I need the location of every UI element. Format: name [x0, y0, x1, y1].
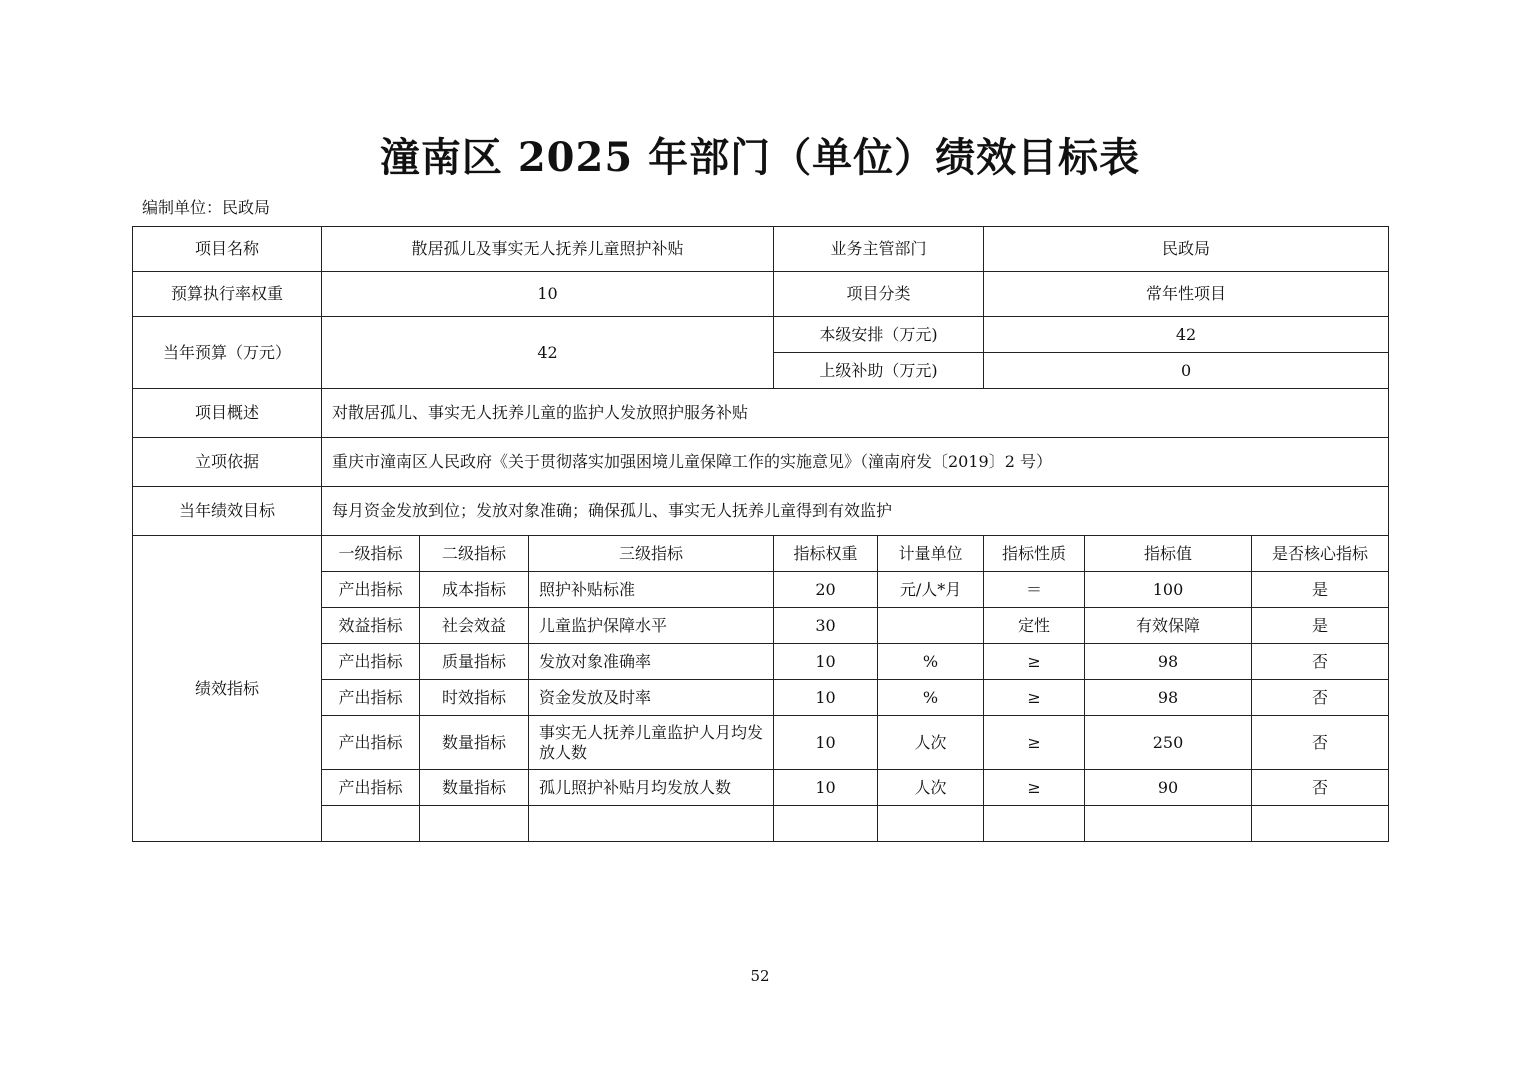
upper-label: 上级补助（万元) [774, 353, 984, 389]
header-nature: 指标性质 [984, 536, 1085, 572]
row-budget-local [133, 317, 1389, 353]
budget-value: 42 [322, 317, 774, 389]
table-row [133, 644, 1389, 680]
table-row [133, 572, 1389, 608]
cell-level3: 事实无人抚养儿童监护人月均发放人数 [529, 716, 774, 770]
table-row [133, 806, 1389, 842]
row-project-name [133, 227, 1389, 272]
row-overview [133, 389, 1389, 438]
cell-value [1085, 806, 1252, 842]
cell-level2: 数量指标 [420, 716, 529, 770]
cell-nature: ＝ [984, 572, 1085, 608]
goal-value: 每月资金发放到位；发放对象准确；确保孤儿、事实无人抚养儿童得到有效监护 [322, 487, 1389, 536]
cell-level3: 孤儿照护补贴月均发放人数 [529, 770, 774, 806]
cell-level3: 儿童监护保障水平 [529, 608, 774, 644]
cell-weight: 10 [774, 770, 878, 806]
cell-value: 100 [1085, 572, 1252, 608]
cell-unit [878, 608, 984, 644]
page-number: 52 [750, 967, 770, 985]
cell-nature: 定性 [984, 608, 1085, 644]
cell-value: 98 [1085, 644, 1252, 680]
cell-weight: 10 [774, 644, 878, 680]
row-basis [133, 438, 1389, 487]
header-level2: 二级指标 [420, 536, 529, 572]
cell-nature: ≥ [984, 770, 1085, 806]
cell-level2: 社会效益 [420, 608, 529, 644]
cell-level1: 产出指标 [322, 644, 420, 680]
cell-nature: ≥ [984, 680, 1085, 716]
cell-level1: 效益指标 [322, 608, 420, 644]
category-value: 常年性项目 [984, 272, 1389, 317]
dept-label: 业务主管部门 [774, 227, 984, 272]
cell-level2: 时效指标 [420, 680, 529, 716]
cell-value: 250 [1085, 716, 1252, 770]
cell-value: 90 [1085, 770, 1252, 806]
project-name-label: 项目名称 [133, 227, 322, 272]
cell-level1: 产出指标 [322, 572, 420, 608]
header-unit: 计量单位 [878, 536, 984, 572]
cell-level2: 成本指标 [420, 572, 529, 608]
row-weight [133, 272, 1389, 317]
cell-level2 [420, 806, 529, 842]
upper-value: 0 [984, 353, 1389, 389]
indicator-header-row [133, 536, 1389, 572]
cell-unit: % [878, 644, 984, 680]
cell-unit: 人次 [878, 716, 984, 770]
header-level3: 三级指标 [529, 536, 774, 572]
budget-label: 当年预算（万元） [133, 317, 322, 389]
cell-core: 否 [1252, 716, 1389, 770]
local-label: 本级安排（万元) [774, 317, 984, 353]
cell-nature: ≥ [984, 716, 1085, 770]
cell-core: 否 [1252, 644, 1389, 680]
cell-level2: 质量指标 [420, 644, 529, 680]
overview-label: 项目概述 [133, 389, 322, 438]
category-label: 项目分类 [774, 272, 984, 317]
header-core: 是否核心指标 [1252, 536, 1389, 572]
table-row [133, 716, 1389, 770]
cell-core: 是 [1252, 572, 1389, 608]
table-row [133, 608, 1389, 644]
project-name-value: 散居孤儿及事实无人抚养儿童照护补贴 [322, 227, 774, 272]
cell-weight [774, 806, 878, 842]
cell-weight: 20 [774, 572, 878, 608]
overview-value: 对散居孤儿、事实无人抚养儿童的监护人发放照护服务补贴 [322, 389, 1389, 438]
cell-level3: 照护补贴标准 [529, 572, 774, 608]
cell-weight: 30 [774, 608, 878, 644]
header-level1: 一级指标 [322, 536, 420, 572]
cell-level3: 资金发放及时率 [529, 680, 774, 716]
cell-level3 [529, 806, 774, 842]
basis-value: 重庆市潼南区人民政府《关于贯彻落实加强困境儿童保障工作的实施意见》（潼南府发〔2019〕2 号） [322, 438, 1389, 487]
table-row [133, 770, 1389, 806]
cell-level1 [322, 806, 420, 842]
cell-nature: ≥ [984, 644, 1085, 680]
basis-label: 立项依据 [133, 438, 322, 487]
indicators-section-label: 绩效指标 [133, 536, 322, 842]
performance-table [132, 226, 1389, 842]
dept-value: 民政局 [984, 227, 1389, 272]
page-title: 潼南区 2025 年部门（单位）绩效目标表 [379, 134, 1141, 181]
cell-level1: 产出指标 [322, 770, 420, 806]
goal-label: 当年绩效目标 [133, 487, 322, 536]
compiling-unit: 编制单位：民政局 [142, 198, 271, 217]
weight-value: 10 [322, 272, 774, 317]
weight-label: 预算执行率权重 [133, 272, 322, 317]
cell-nature [984, 806, 1085, 842]
cell-level2: 数量指标 [420, 770, 529, 806]
cell-unit [878, 806, 984, 842]
cell-core: 否 [1252, 680, 1389, 716]
header-weight: 指标权重 [774, 536, 878, 572]
cell-unit: 人次 [878, 770, 984, 806]
cell-core: 是 [1252, 608, 1389, 644]
table-row [133, 680, 1389, 716]
cell-level1: 产出指标 [322, 716, 420, 770]
cell-unit: % [878, 680, 984, 716]
cell-core [1252, 806, 1389, 842]
row-goal [133, 487, 1389, 536]
local-value: 42 [984, 317, 1389, 353]
header-value: 指标值 [1085, 536, 1252, 572]
cell-weight: 10 [774, 680, 878, 716]
cell-weight: 10 [774, 716, 878, 770]
cell-core: 否 [1252, 770, 1389, 806]
cell-unit: 元/人*月 [878, 572, 984, 608]
cell-level3: 发放对象准确率 [529, 644, 774, 680]
cell-value: 有效保障 [1085, 608, 1252, 644]
cell-value: 98 [1085, 680, 1252, 716]
cell-level1: 产出指标 [322, 680, 420, 716]
